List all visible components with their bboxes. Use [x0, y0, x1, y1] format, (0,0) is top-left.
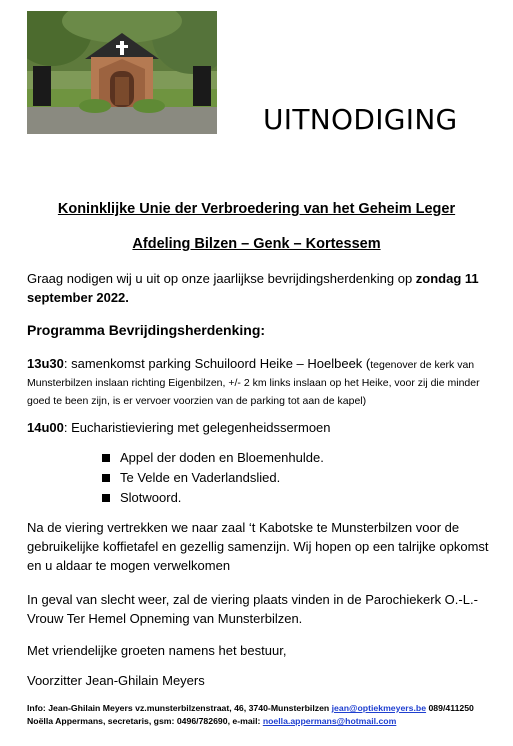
list-item: Slotwoord.	[102, 488, 324, 508]
greeting: Met vriendelijke groeten namens het bestuur,	[27, 643, 287, 658]
page-title: UITNODIGING	[263, 103, 458, 136]
list-item: Appel der doden en Bloemenhulde.	[102, 448, 324, 468]
item1-text: : samenkomst parking Schuiloord Heike – Hoelbeek (	[63, 356, 371, 371]
email-link-2[interactable]: noella.appermans@hotmail.com	[262, 716, 397, 726]
footer-line-1: Info: Jean-Ghilain Meyers vz.munsterbilzenstraat, 46, 3740-Munsterbilzen jean@optiekmeyers.be 089/411250	[27, 703, 474, 713]
weather-paragraph: In geval van slecht weer, zal de viering plaats vinden in de Parochiekerk O.-L.-Vrouw Ter Hemel Opneming van Munsterbilzen.	[27, 592, 478, 626]
section-name: Afdeling Bilzen – Genk – Kortessem	[132, 236, 381, 252]
program-heading: Programma Bevrijdingsherdenking:	[27, 322, 266, 338]
list-item: Te Velde en Vaderlandslied.	[102, 468, 324, 488]
event-date: zondag 11 september 2022.	[27, 271, 479, 305]
after-paragraph: Na de viering vertrekken we naar zaal ‘t Kabotske te Munsterbilzen voor de gebruikelijke koffietafel en gezellig samenzijn. Wij hopen op een talrijke opkomst en u aldaar te mogen verwelkomen	[27, 520, 489, 573]
item2-time: 14u00	[27, 420, 64, 435]
footer-line-2: Noëlla Appermans, secretaris, gsm: 0496/782690, e-mail: noella.appermans@hotmail.com	[27, 716, 397, 726]
program-item-1	[27, 355, 497, 409]
item1-time: 13u30	[27, 356, 64, 371]
program-bullets	[102, 448, 324, 508]
intro-text: Graag nodigen wij u uit op onze jaarlijkse bevrijdingsherdenking op	[27, 271, 416, 286]
program-item-2	[27, 418, 497, 437]
organization-name: Koninklijke Unie der Verbroedering van het Geheim Leger	[57, 201, 456, 217]
email-link-1[interactable]: jean@optiekmeyers.be	[331, 703, 427, 713]
item2-text: : Eucharistieviering met gelegenheidssermoen	[63, 420, 331, 435]
chapel-photo	[27, 11, 217, 134]
item1-note: tegenover de kerk van Munsterbilzen inslaan richting Eigenbilzen, +/- 2 km links inslaan op het Heike, voor zij die minder goed te been zijn, is er vervoer voorzien van de parking tot aan de kapel)	[27, 359, 480, 407]
signature: Voorzitter Jean-Ghilain Meyers	[27, 673, 205, 688]
intro-paragraph	[27, 269, 497, 307]
